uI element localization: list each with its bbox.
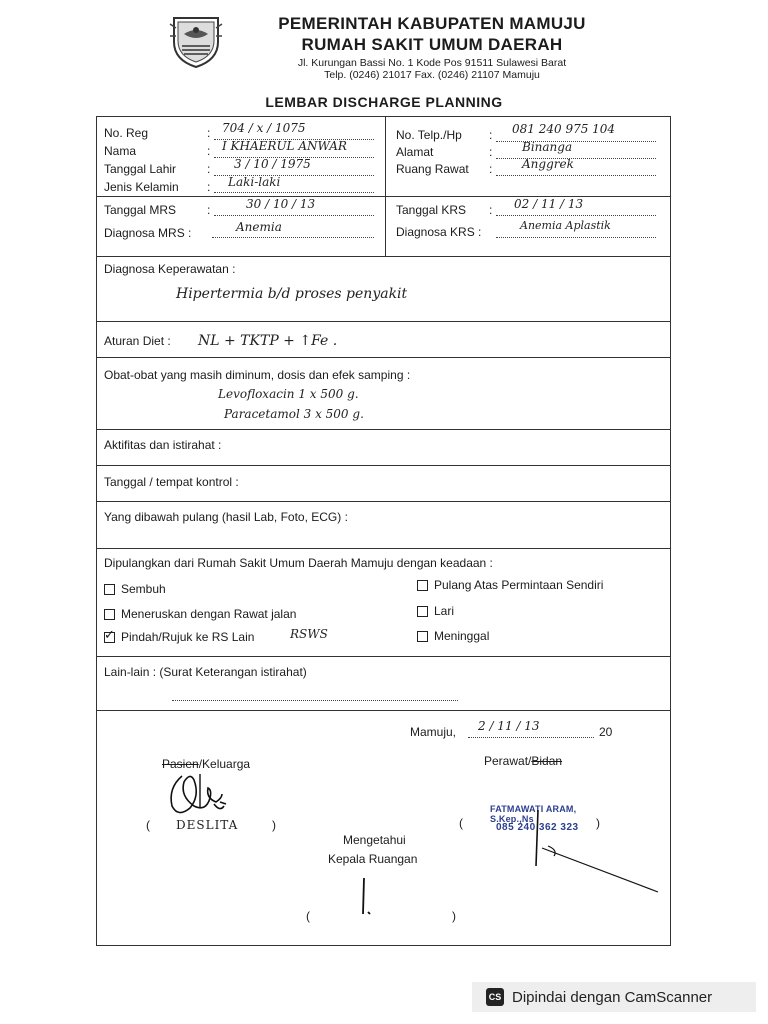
- year-suffix: 20: [599, 725, 613, 739]
- diagnosa-krs-label: Diagnosa KRS :: [396, 225, 482, 239]
- nama-label: Nama: [104, 144, 137, 158]
- kontrol-label: Tanggal / tempat kontrol :: [104, 475, 239, 489]
- dotted-line: [214, 192, 374, 193]
- dotted-line: [496, 158, 656, 159]
- tanggal-mrs-label: Tanggal MRS: [104, 203, 177, 217]
- hospital-address: Jl. Kurungan Bassi No. 1 Kode Pos 91511 Sulawesi Barat: [297, 57, 567, 69]
- dotted-line: [496, 237, 656, 238]
- sembuh-checkbox[interactable]: [104, 584, 115, 595]
- dotted-line: [214, 215, 374, 216]
- regency-emblem-logo: [166, 12, 226, 70]
- dotted-line: [496, 215, 656, 216]
- keluarga-text: /Keluarga: [198, 757, 251, 771]
- obat-line-1: Levofloxacin 1 x 500 g.: [218, 387, 359, 401]
- obat-label: Obat-obat yang masih diminum, dosis dan efek samping :: [104, 368, 411, 382]
- open-paren: (: [306, 909, 310, 923]
- alamat-label: Alamat: [396, 145, 434, 159]
- colon: :: [207, 126, 211, 140]
- dotted-line: [212, 237, 374, 238]
- rujuk-value: RSWS: [290, 627, 328, 641]
- divider: [96, 429, 671, 430]
- colon: :: [489, 162, 493, 176]
- camscanner-logo-icon: CS: [486, 988, 504, 1006]
- dotted-line: [496, 175, 656, 176]
- colon: :: [207, 203, 211, 217]
- aktifitas-label: Aktifitas dan istirahat :: [104, 438, 222, 452]
- no-telp-value: 081 240 975 104: [512, 122, 616, 136]
- discharge-heading: Dipulangkan dari Rumah Sakit Umum Daerah Mamuju dengan keadaan :: [104, 556, 493, 570]
- close-paren: ): [596, 816, 600, 830]
- aturan-diet-value: NL + TKTP + ↑Fe .: [198, 333, 338, 349]
- sign-date-value: 2 / 11 / 13: [478, 719, 540, 733]
- obat-line-2: Paracetamol 3 x 500 g.: [224, 407, 364, 421]
- divider: [96, 548, 671, 549]
- camscanner-badge: [472, 982, 756, 1012]
- rujuk-label: Pindah/Rujuk ke RS Lain: [121, 630, 255, 644]
- no-reg-value: 704 / x / 1075: [222, 121, 306, 135]
- jenis-kelamin-value: Laki-laki: [228, 175, 281, 189]
- government-name: PEMERINTAH KABUPATEN MAMUJU: [278, 14, 586, 33]
- dotted-line: [172, 700, 458, 701]
- colon: :: [489, 203, 493, 217]
- diagnosa-keperawatan-label: Diagnosa Keperawatan :: [104, 262, 236, 276]
- family-name: DESLITA: [176, 818, 239, 832]
- tanggal-mrs-value: 30 / 10 / 13: [246, 197, 316, 211]
- colon: :: [489, 145, 493, 159]
- head-signature: [358, 876, 378, 922]
- alamat-value: Binanga: [522, 140, 573, 154]
- lain-lain-label: Lain-lain : (Surat Keterangan istirahat): [104, 665, 307, 679]
- divider: [96, 710, 671, 711]
- column-divider: [385, 116, 386, 256]
- ruang-rawat-label: Ruang Rawat: [396, 162, 469, 176]
- tanggal-lahir-label: Tanggal Lahir: [104, 162, 177, 176]
- kepala-ruangan-label: Kepala Ruangan: [328, 852, 418, 866]
- rawat-jalan-label: Meneruskan dengan Rawat jalan: [121, 607, 297, 621]
- open-paren: (: [146, 818, 150, 832]
- hospital-contact: Telp. (0246) 21017 Fax. (0246) 21107 Mamuju: [324, 69, 540, 81]
- colon: :: [489, 128, 493, 142]
- colon: :: [207, 144, 211, 158]
- close-paren: ): [452, 909, 456, 923]
- mengetahui-label: Mengetahui: [343, 833, 406, 847]
- lari-label: Lari: [434, 604, 455, 618]
- aturan-diet-label: Aturan Diet :: [104, 334, 171, 348]
- bidan-struck: Bidan: [531, 754, 563, 768]
- diagnosa-mrs-label: Diagnosa MRS :: [104, 226, 192, 240]
- no-telp-label: No. Telp./Hp: [396, 128, 462, 142]
- aps-label: Pulang Atas Permintaan Sendiri: [434, 578, 604, 592]
- rawat-jalan-checkbox[interactable]: [104, 609, 115, 620]
- sembuh-label: Sembuh: [121, 582, 166, 596]
- camscanner-text: Dipindai dengan CamScanner: [512, 988, 713, 1006]
- aps-checkbox[interactable]: [417, 580, 428, 591]
- letterhead: [232, 14, 632, 81]
- hospital-name: RUMAH SAKIT UMUM DAERAH: [301, 35, 563, 54]
- colon: :: [207, 162, 211, 176]
- divider: [96, 321, 671, 322]
- dibawa-pulang-label: Yang dibawah pulang (hasil Lab, Foto, ECG) :: [104, 510, 348, 524]
- colon: :: [207, 180, 211, 194]
- tanggal-lahir-value: 3 / 10 / 1975: [234, 157, 311, 171]
- nama-value: I KHAERUL ANWAR: [222, 139, 347, 153]
- divider: [96, 501, 671, 502]
- dotted-line: [468, 737, 594, 738]
- meninggal-label: Meninggal: [434, 629, 490, 643]
- divider: [96, 465, 671, 466]
- perawat-bidan-label: [484, 754, 562, 768]
- jenis-kelamin-label: Jenis Kelamin: [104, 180, 179, 194]
- stamp-phone: 085 240 362 323: [496, 822, 579, 833]
- place-label: Mamuju,: [410, 725, 457, 739]
- perawat-text: Perawat/: [484, 754, 532, 768]
- diagnosa-keperawatan-value: Hipertermia b/d proses penyakit: [176, 286, 408, 302]
- ruang-rawat-value: Anggrek: [522, 157, 574, 171]
- pasien-struck: Pasien: [162, 757, 199, 771]
- checkmark-icon: ✓: [104, 627, 115, 642]
- divider: [96, 256, 671, 257]
- no-reg-label: No. Reg: [104, 126, 149, 140]
- tanggal-krs-value: 02 / 11 / 13: [514, 197, 584, 211]
- close-paren: ): [272, 818, 276, 832]
- divider: [96, 357, 671, 358]
- diagnosa-mrs-value: Anemia: [236, 220, 282, 234]
- document-title: LEMBAR DISCHARGE PLANNING: [265, 94, 503, 110]
- open-paren: (: [459, 816, 463, 830]
- stamp-name: FATMAWATI ARAM, S.Kep.,Ns: [490, 804, 577, 824]
- nurse-signature: [528, 806, 668, 896]
- dotted-line: [496, 141, 656, 142]
- divider: [96, 196, 671, 197]
- divider: [96, 656, 671, 657]
- tanggal-krs-label: Tanggal KRS: [396, 203, 467, 217]
- lari-checkbox[interactable]: [417, 606, 428, 617]
- diagnosa-krs-value: Anemia Aplastik: [520, 219, 611, 232]
- meninggal-checkbox[interactable]: [417, 631, 428, 642]
